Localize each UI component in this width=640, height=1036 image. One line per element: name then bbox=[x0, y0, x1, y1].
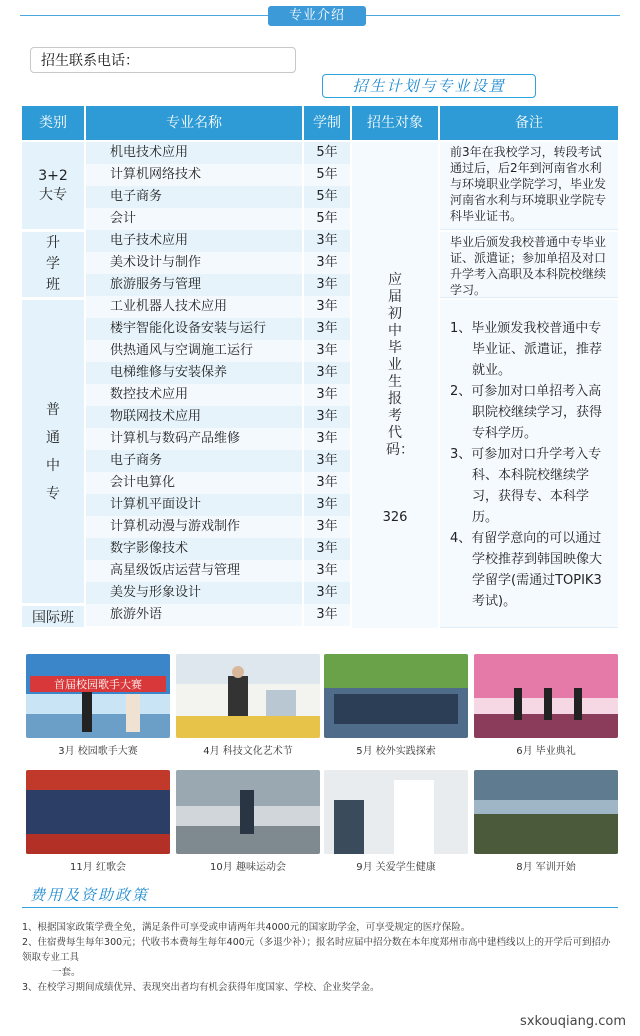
photo-red-song bbox=[26, 770, 170, 854]
note-3plus2: 前3年在我校学习，转段考试通过后，后2年到河南省水利与环境职业学院学习，毕业发河南省水利与环境职业学院专科毕业证书。 bbox=[440, 142, 618, 230]
major-years: 3年 bbox=[304, 428, 350, 450]
category-secondary: 普通中专 bbox=[22, 300, 84, 604]
major-name: 数控技术应用 bbox=[86, 384, 302, 406]
enrollment-table bbox=[22, 106, 618, 628]
photo-caption: 10月 趣味运动会 bbox=[210, 862, 286, 873]
policy-item: 一套。 bbox=[52, 967, 81, 978]
table-row bbox=[86, 142, 350, 164]
plan-title: 招生计划与专业设置 bbox=[322, 74, 536, 98]
major-years: 3年 bbox=[304, 340, 350, 362]
table-row bbox=[86, 428, 350, 450]
major-years: 3年 bbox=[304, 582, 350, 604]
category-international: 国际班 bbox=[22, 606, 84, 628]
photo-sports bbox=[176, 770, 320, 854]
policy-title: 费用及资助政策 bbox=[30, 886, 150, 904]
major-name: 计算机网络技术 bbox=[86, 164, 302, 186]
photo-caption: 11月 红歌会 bbox=[70, 862, 126, 873]
table-row bbox=[86, 362, 350, 384]
category-upgrade: 升学班 bbox=[22, 232, 84, 298]
photo-caption: 4月 科技文化艺术节 bbox=[203, 746, 293, 757]
table-row bbox=[86, 516, 350, 538]
major-name: 楼宇智能化设备安装与运行 bbox=[86, 318, 302, 340]
major-name: 计算机与数码产品维修 bbox=[86, 428, 302, 450]
major-years: 3年 bbox=[304, 318, 350, 340]
major-name: 高星级饭店运营与管理 bbox=[86, 560, 302, 582]
note-item: 1、毕业颁发我校普通中专毕业证、派遣证，推荐就业。 bbox=[450, 321, 603, 378]
photo-graduation bbox=[474, 654, 618, 738]
major-years: 5年 bbox=[304, 164, 350, 186]
major-name: 美发与形象设计 bbox=[86, 582, 302, 604]
photo-practice-image bbox=[324, 654, 468, 738]
table-row bbox=[86, 538, 350, 560]
major-years: 3年 bbox=[304, 472, 350, 494]
section-title: 专业介绍 bbox=[268, 6, 366, 26]
major-years: 3年 bbox=[304, 604, 350, 626]
table-row bbox=[86, 406, 350, 428]
major-name: 会计电算化 bbox=[86, 472, 302, 494]
target-code: 326 bbox=[382, 510, 408, 525]
major-name: 电梯维修与安装保养 bbox=[86, 362, 302, 384]
major-name: 供热通风与空调施工运行 bbox=[86, 340, 302, 362]
major-years: 3年 bbox=[304, 516, 350, 538]
header-major: 专业名称 bbox=[86, 106, 302, 140]
table-row bbox=[86, 318, 350, 340]
policy-item: 2、住宿费每生每年300元；代收书本费每生每年400元（多退少补）；报名时应届中招分数在本年度郑州市高中建档线以上的开学后可到招办领取专业工具 bbox=[22, 937, 611, 963]
phone-label: 招生联系电话： bbox=[30, 47, 296, 73]
major-name: 数字影像技术 bbox=[86, 538, 302, 560]
header-target: 招生对象 bbox=[352, 106, 438, 140]
table-row bbox=[86, 230, 350, 252]
note-upgrade: 毕业后颁发我校普通中专毕业证、派遣证；参加单招及对口升学考入高职及本科院校继续学习。 bbox=[440, 232, 618, 298]
svg-text:首届校园歌手大赛: 首届校园歌手大赛 bbox=[54, 678, 142, 691]
photo-military bbox=[474, 770, 618, 854]
major-years: 3年 bbox=[304, 362, 350, 384]
photo-caption: 6月 毕业典礼 bbox=[516, 746, 576, 757]
major-name: 电子技术应用 bbox=[86, 230, 302, 252]
major-name: 旅游外语 bbox=[86, 604, 302, 626]
table-row bbox=[86, 274, 350, 296]
table-row bbox=[86, 186, 350, 208]
photo-health bbox=[324, 770, 468, 854]
major-name: 工业机器人技术应用 bbox=[86, 296, 302, 318]
major-years: 3年 bbox=[304, 560, 350, 582]
major-years: 3年 bbox=[304, 406, 350, 428]
major-years: 3年 bbox=[304, 538, 350, 560]
table-row bbox=[86, 340, 350, 362]
policy-rule bbox=[22, 907, 618, 908]
photo-red-song-image bbox=[26, 770, 170, 854]
major-years: 5年 bbox=[304, 208, 350, 230]
table-row bbox=[86, 472, 350, 494]
photo-tech-festival bbox=[176, 654, 320, 738]
major-years: 3年 bbox=[304, 274, 350, 296]
photo-caption: 3月 校园歌手大赛 bbox=[58, 746, 138, 757]
policy-text bbox=[22, 920, 620, 995]
major-years: 3年 bbox=[304, 384, 350, 406]
photo-caption: 5月 校外实践探索 bbox=[356, 746, 436, 757]
major-name: 电子商务 bbox=[86, 450, 302, 472]
major-years: 3年 bbox=[304, 252, 350, 274]
photo-tech-festival-image bbox=[176, 654, 320, 738]
table-row bbox=[86, 560, 350, 582]
table-row bbox=[86, 604, 350, 626]
photo-graduation-image bbox=[474, 654, 618, 738]
photo-practice bbox=[324, 654, 468, 738]
header-notes: 备注 bbox=[440, 106, 618, 140]
header-years: 学制 bbox=[304, 106, 350, 140]
table-row bbox=[86, 384, 350, 406]
major-name: 旅游服务与管理 bbox=[86, 274, 302, 296]
photo-caption: 9月 关爱学生健康 bbox=[356, 862, 436, 873]
major-name: 机电技术应用 bbox=[86, 142, 302, 164]
target-text: 应届初中毕业生 报考代码： bbox=[386, 272, 414, 458]
major-years: 3年 bbox=[304, 494, 350, 516]
major-years: 3年 bbox=[304, 296, 350, 318]
photo-singer-contest bbox=[26, 654, 170, 738]
photo-health-image bbox=[324, 770, 468, 854]
major-name: 会计 bbox=[86, 208, 302, 230]
major-years: 5年 bbox=[304, 142, 350, 164]
major-name: 物联网技术应用 bbox=[86, 406, 302, 428]
note-item: 3、可参加对口升学考入专科、本科院校继续学习，获得专、本科学历。 bbox=[450, 447, 602, 525]
policy-item: 1、根据国家政策学费全免，满足条件可享受或申请两年共4000元的国家助学金，可享受规定的医疗保险。 bbox=[22, 922, 471, 933]
major-years: 5年 bbox=[304, 186, 350, 208]
photo-military-image bbox=[474, 770, 618, 854]
table-row bbox=[86, 164, 350, 186]
major-name: 电子商务 bbox=[86, 186, 302, 208]
major-name: 计算机平面设计 bbox=[86, 494, 302, 516]
category-3plus2: 3+2 大专 bbox=[22, 142, 84, 230]
photo-singer-contest-image bbox=[26, 654, 170, 738]
note-item: 4、有留学意向的可以通过学校推荐到韩国映像大学留学(需通过TOPIK3考试)。 bbox=[450, 531, 603, 609]
major-name: 美术设计与制作 bbox=[86, 252, 302, 274]
photo-sports-image bbox=[176, 770, 320, 854]
table-row bbox=[86, 450, 350, 472]
note-item: 2、可参加对口单招考入高职院校继续学习，获得专科学历。 bbox=[450, 384, 603, 441]
table-row bbox=[86, 582, 350, 604]
target-cell bbox=[352, 142, 438, 628]
section-header bbox=[0, 4, 640, 28]
table-row bbox=[86, 208, 350, 230]
table-row bbox=[86, 296, 350, 318]
table-row bbox=[86, 252, 350, 274]
major-years: 3年 bbox=[304, 450, 350, 472]
major-name: 计算机动漫与游戏制作 bbox=[86, 516, 302, 538]
site-watermark: sxkouqiang.com bbox=[520, 1014, 626, 1029]
photo-caption: 8月 军训开始 bbox=[516, 862, 576, 873]
note-secondary bbox=[440, 300, 618, 628]
policy-item: 3、在校学习期间成绩优异、表现突出者均有机会获得年度国家、学校、企业奖学金。 bbox=[22, 982, 380, 993]
table-row bbox=[86, 494, 350, 516]
major-years: 3年 bbox=[304, 230, 350, 252]
header-category: 类别 bbox=[22, 106, 84, 140]
